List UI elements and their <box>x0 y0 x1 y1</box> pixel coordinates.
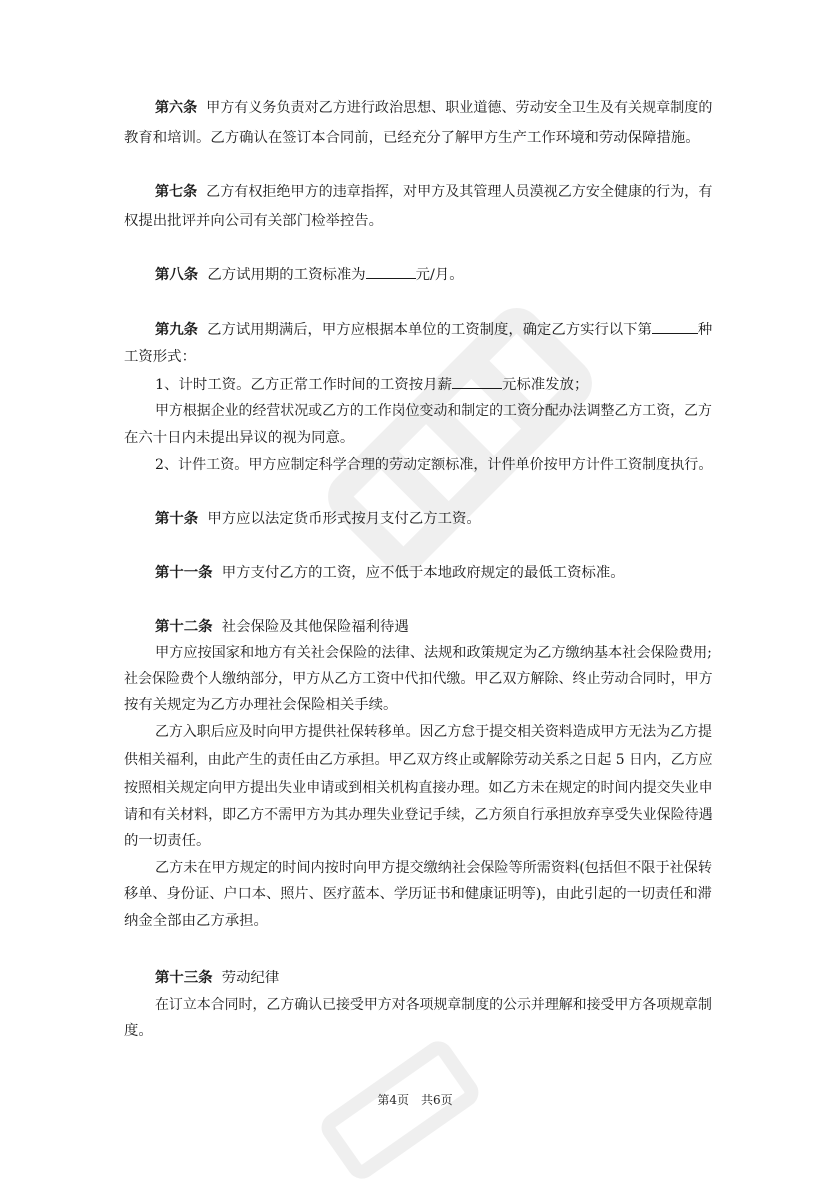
art6-line1 <box>155 98 712 118</box>
art12-heading-line <box>155 617 409 637</box>
art6-line2: 教育和培训。乙方确认在签订本合同前，已经充分了解甲方生产工作环境和劳动保障措施。 <box>124 130 700 146</box>
art13-heading-line <box>155 968 279 988</box>
art9-title: 第九条 <box>155 322 199 338</box>
art12-b4: 请和有关材料，即乙方不需甲方为其办理失业登记手续，乙方须自行承担放弃享受失业保险待遇 <box>124 807 713 823</box>
art9-line2: 工资形式： <box>124 349 196 365</box>
watermark-icon <box>300 1040 500 1180</box>
art12-c2: 移单、身份证、户口本、照片、医疗蓝本、学历证书和健康证明等)，由此引起的一切责任和滞 <box>124 886 712 902</box>
art13-title: 第十三条 <box>155 969 213 986</box>
art7-line1 <box>155 182 712 202</box>
art9-item1-after: 元标准发放； <box>501 377 589 393</box>
art12-a1: 甲方应按国家和地方有关社会保险的法律、法规和政策规定为乙方缴纳基本社会保险费用; <box>155 645 712 661</box>
art12-b5: 的一切责任。 <box>124 833 211 849</box>
art13-l1: 在订立本合同时，乙方确认已接受甲方对各项规章制度的公示并理解和接受甲方各项规章制 <box>155 997 712 1013</box>
art8-blank <box>366 264 416 279</box>
art12-title: 第十二条 <box>155 618 213 635</box>
page-number: 第4页 共6页 <box>377 1093 453 1107</box>
art9-line1 <box>155 319 712 340</box>
art9-text-after: 种 <box>697 322 713 338</box>
art11-line <box>155 563 625 583</box>
art12-b1: 乙方入职后应及时向甲方提供社保转移单。因乙方怠于提交相关资料造成甲方无法为乙方提 <box>155 724 712 740</box>
art12-a3: 按有关规定为乙方办理社会保险相关手续。 <box>124 697 398 713</box>
art9-item1-blank <box>452 374 502 389</box>
art8-line <box>155 264 464 285</box>
art7-line2: 权提出批评并向公司有关部门检举控告。 <box>124 213 384 229</box>
art10-text: 甲方应以法定货币形式按月支付乙方工资。 <box>207 511 481 527</box>
art9-item2: 2、计件工资。甲方应制定科学合理的劳动定额标准，计件单价按甲方计件工资制度执行。 <box>155 457 713 473</box>
art8-text-after: 元/月。 <box>415 267 464 283</box>
art11-title: 第十一条 <box>155 564 213 581</box>
art9-item1 <box>155 374 588 395</box>
art10-title: 第十条 <box>155 510 199 527</box>
art11-text: 甲方支付乙方的工资，应不低于本地政府规定的最低工资标准。 <box>221 565 625 581</box>
art7-text: 乙方有权拒绝甲方的违章指挥，对甲方及其管理人员漠视乙方安全健康的行为，有 <box>206 184 713 200</box>
art13-heading: 劳动纪律 <box>221 970 280 986</box>
art9-p2: 在六十日内未提出异议的视为同意。 <box>124 430 355 446</box>
art6-text: 甲方有义务负责对乙方进行政治思想、职业道德、劳动安全卫生及有关规章制度的 <box>206 100 713 116</box>
art9-text-before: 乙方试用期满后，甲方应根据本单位的工资制度，确定乙方实行以下第 <box>207 322 652 338</box>
art7-title: 第七条 <box>155 184 198 200</box>
art12-heading: 社会保险及其他保险福利待遇 <box>221 619 409 635</box>
art9-p1: 甲方根据企业的经营状况或乙方的工作岗位变动和制定的工资分配办法调整乙方工资，乙方 <box>155 403 712 419</box>
art8-text-before: 乙方试用期的工资标准为 <box>207 267 366 283</box>
art12-a2: 社会保险费个人缴纳部分，甲方从乙方工资中代扣代缴。甲乙双方解除、终止劳动合同时，甲方 <box>124 671 713 687</box>
art6-title: 第六条 <box>155 100 198 116</box>
art12-c1: 乙方未在甲方规定的时间内按时向甲方提交缴纳社会保险等所需资料(包括但不限于社保转 <box>155 860 713 876</box>
art10-line <box>155 509 481 529</box>
art12-b3: 按照相关规定向甲方提出失业申请或到相关机构直接办理。如乙方未在规定的时间内提交失业申 <box>124 780 713 796</box>
art9-blank <box>652 319 698 334</box>
art13-l2: 度。 <box>124 1023 153 1039</box>
art12-c3: 纳金全部由乙方承担。 <box>124 913 268 929</box>
art9-item1-before: 1、计时工资。乙方正常工作时间的工资按月薪 <box>155 377 452 393</box>
art12-b2: 供相关福利，由此产生的责任由乙方承担。甲乙双方终止或解除劳动关系之日起 5 日内，乙方应 <box>124 752 713 768</box>
art8-title: 第八条 <box>155 266 199 283</box>
